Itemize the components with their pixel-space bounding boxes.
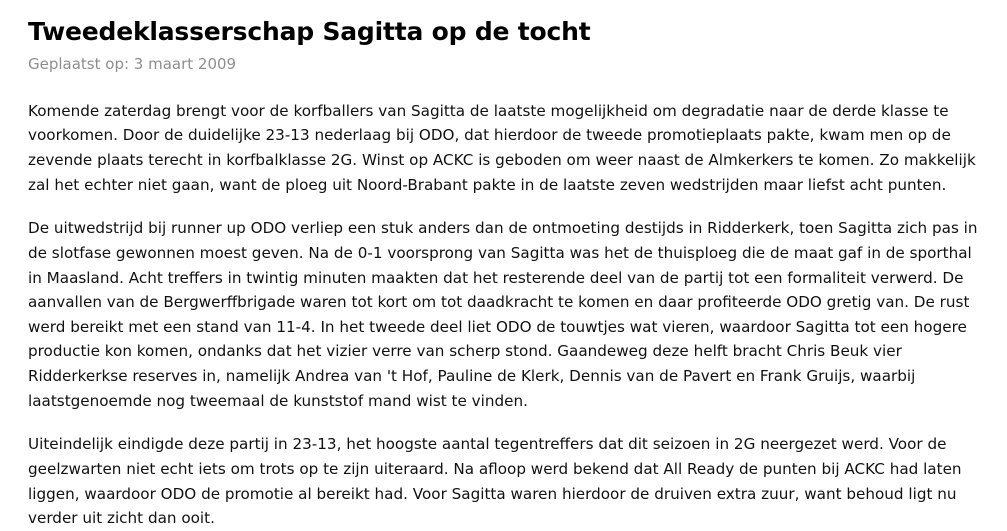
article-paragraph: Komende zaterdag brengt voor de korfballers van Sagitta de laatste mogelijkheid om degradatie naar de derde klasse te voorkomen. Door de duidelijke 23-13 nederlaag bij ODO, dat hierdoor de tweede promotieplaats pakte, kwam men op de zevende plaats terecht in korfbalklasse 2G. Winst op ACKC is geboden om weer naast de Almkerkers te komen. Zo makkelijk zal het echter niet gaan, want de ploeg uit Noord-Brabant pakte in de laatste zeven wedstrijden maar liefst acht punten.	[28, 101, 976, 194]
page-title: Tweedeklasserschap Sagitta op de tocht	[28, 17, 591, 46]
article-paragraph: De uitwedstrijd bij runner up ODO verliep een stuk anders dan de ontmoeting destijds in Ridderkerk, toen Sagitta zich pas in de slotfase gewonnen moest geven. Na de 0-1 voorsprong van Sagitta was het de thuisploeg die de maat gaf in de sporthal in Maasland. Acht treffers in twintig minuten maakten dat het resterende deel van de partij tot een formaliteit verwerd. De aanvallen van de Bergwerffbrigade waren tot kort om tot daadkracht te komen en daar profiteerde ODO gretig van. De rust werd bereikt met een stand van 11-4. In het tweede deel liet ODO de touwtjes wat vieren, waardoor Sagitta tot een hogere productie kon komen, ondanks dat het vizier verre van scherp stond. Gaandeweg deze helft bracht Chris Beuk vier Ridderkerkse reserves in, namelijk Andrea van 't Hof, Pauline de Klerk, Dennis van de Pavert en Frank Gruijs, waarbij laatstgenoemde nog tweemaal de kunststof mand wist te vinden.	[28, 219, 978, 410]
article-paragraph: Uiteindelijk eindigde deze partij in 23-13, het hoogste aantal tegentreffers dat dit seizoen in 2G neergezet werd. Voor de geelzwarten niet echt iets om trots op te zijn uiteraard. Na afloop werd bekend dat All Ready de punten bij ACKC had laten liggen, waardoor ODO de promotie al bereikt had. Voor Sagitta waren hierdoor de druiven extra zuur, want behoud ligt nu verder uit zicht dan ooit.	[28, 435, 962, 528]
publish-date: Geplaatst op: 3 maart 2009	[28, 54, 237, 73]
article-body	[28, 99, 979, 531]
